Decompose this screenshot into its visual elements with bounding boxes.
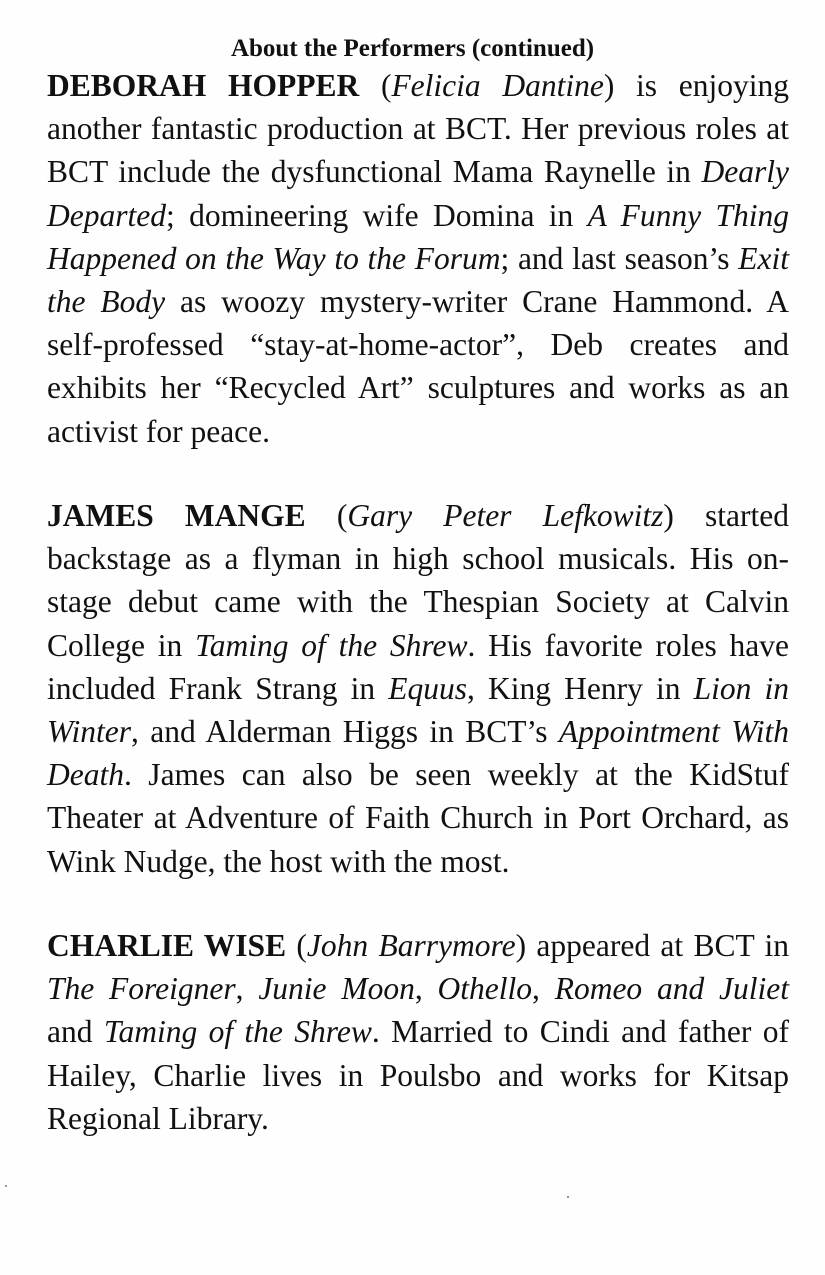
scan-speck [5, 1185, 7, 1187]
production-title: Lion in Winter [47, 670, 789, 750]
bio-text: . James can also be seen weekly at the KidStuf Theater at Adventure of Faith Church in Port Orchard, as Wink Nudge, the host with the most. [47, 757, 789, 879]
production-title: A Funny Thing Happened on the Way to the Forum [47, 197, 789, 276]
production-title: The Foreigner [47, 971, 236, 1007]
scan-speck [567, 1196, 569, 1198]
production-title: Exit the Body [47, 240, 789, 320]
production-title: Equus [388, 670, 467, 706]
performer-name: DEBORAH HOPPER [47, 68, 360, 103]
bio-text: , [235, 971, 259, 1007]
performer-bio: DEBORAH HOPPER (Felicia Dantine) is enjoying another fantastic production at BCT. Her previous roles at BCT include the dysfunctional Mama Raynelle in Dearly Departed; domineering wife Domina in A Funny Thing Happened on the Way to the Forum; and last season’s Exit the Body as woozy mystery-writer Crane Hammond. A self-professed “stay-at-home-actor”, Deb creates and exhibits her “Recycled Art” sculptures and works as an activist for peace. [47, 68, 790, 449]
bio-text: and [47, 1014, 104, 1050]
performer-bio: JAMES MANGE (Gary Peter Lefkowitz) started backstage as a flyman in high school musicals. His on-stage debut came with the Thespian Society at Calvin College in Taming of the Shrew. His favorite roles have included Frank Strang in Equus, King Henry in Lion in Winter, and Alderman Higgs in BCT’s Appointment With Death. James can also be seen weekly at the KidStuf Theater at Adventure of Faith Church in Port Orchard, as Wink Nudge, the host with the most. [47, 498, 790, 879]
bio-text: ; domineering wife Domina in [165, 197, 588, 233]
character-name: Felicia Dantine [391, 68, 604, 103]
bio-text: ; and last season’s [500, 240, 739, 276]
production-title: Appointment With Death [47, 714, 790, 793]
production-title: Junie Moon [258, 971, 415, 1007]
performer-name: CHARLIE WISE [47, 928, 287, 963]
bio-text: , and Alderman Higgs in BCT’s [131, 714, 559, 750]
bio-text: as woozy mystery-writer Crane Hammond. A self-professed “stay-at-home-actor”, Deb creates and exhibits her “Recycled Art” sculptures and works as an activist for peace. [47, 284, 789, 449]
bio-text: appeared at BCT in [526, 928, 790, 963]
bio-text: . His favorite roles have included Frank Strang in [47, 627, 789, 706]
production-title: Othello [437, 971, 533, 1007]
production-title: Romeo and Juliet [554, 971, 790, 1007]
production-title: Taming of the Shrew [195, 627, 468, 663]
character-name: Gary Peter Lefkowitz [347, 498, 664, 533]
performer-bio: CHARLIE WISE (John Barrymore) appeared at BCT in The Foreigner, Junie Moon, Othello, Romeo and Juliet and Taming of the Shrew. Married to Cindi and father of Hailey, Charlie lives in Poulsbo and works for Kitsap Regional Library. [47, 928, 790, 1136]
production-title: Dearly Departed [47, 154, 789, 233]
production-title: Taming of the Shrew [103, 1014, 372, 1050]
bio-text: . Married to Cindi and father of Hailey, Charlie lives in Poulsbo and works for Kitsap Regional Library. [47, 1014, 789, 1136]
bio-text: , [414, 971, 438, 1007]
bio-text: , King Henry in [466, 670, 694, 706]
performer-name: JAMES MANGE [47, 498, 306, 533]
bio-text: , [532, 971, 555, 1007]
bio-text: is enjoying another fantastic production at BCT. Her previous roles at BCT include the dysfunctional Mama Raynelle in [47, 68, 790, 190]
bio-text: started backstage as a flyman in high school musicals. His on-stage debut came with the Thespian Society at Calvin College in [47, 498, 790, 663]
character-name: John Barrymore [306, 928, 516, 963]
page-heading: About the Performers (continued) [230, 35, 595, 62]
